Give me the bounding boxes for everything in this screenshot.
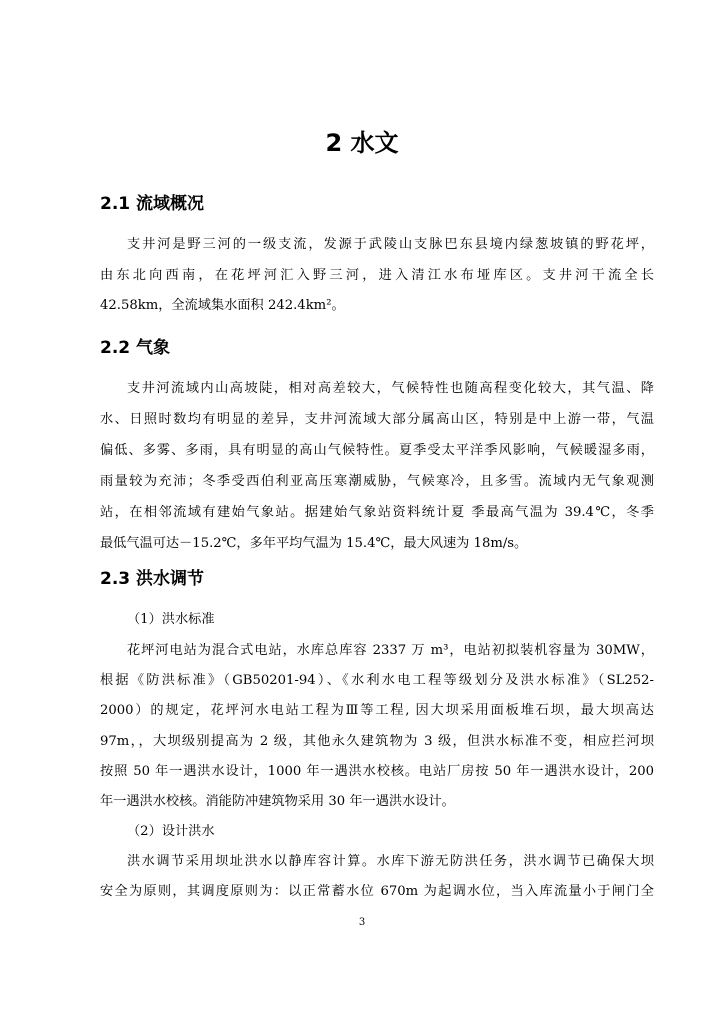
paragraph-line: 安全为原则，其调度原则为：以正常蓄水位 670m 为起调水位，当入库流量小于闸门全: [100, 884, 654, 899]
paragraph-line: 偏低、多雾、多雨，具有明显的高山气候特性。夏季受太平洋季风影响，气候暖湿多雨，: [100, 443, 654, 458]
paragraph-line: 按照 50 年一遇洪水设计，1000 年一遇洪水校核。电站厂房按 50 年一遇洪水设计，200: [100, 764, 654, 779]
paragraph-line: 支井河流域内山高坡陡，相对高差较大，气候特性也随高程变化较大，其气温、降: [127, 381, 654, 396]
paragraph-line: 雨量较为充沛；冬季受西伯利亚高压寒潮威胁，气候寒冷，且多雪。流域内无气象观测: [100, 474, 654, 489]
paragraph-line: 支井河是野三河的一级支流，发源于武陵山支脉巴东县境内绿葱坡镇的野花坪，: [127, 237, 654, 252]
paragraph-line: 最低气温可达－15.2℃，多年平均气温为 15.4℃，最大风速为 18m/s。: [100, 536, 528, 551]
paragraph-line: 花坪河电站为混合式电站，水库总库容 2337 万 m³，电站初拟装机容量为 30MW，: [127, 643, 654, 658]
paragraph-line: 42.58km，全流域集水面积 242.4km²。: [100, 298, 345, 313]
paragraph-line: 水、日照时数均有明显的差异，支井河流域大部分属高山区，特别是中上游一带，气温: [100, 412, 654, 427]
paragraph-line: 根据《防洪标准》（GB50201-94）、《水利水电工程等级划分及洪水标准》（SL252-: [100, 673, 654, 688]
paragraph-line: 97m，，大坝级别提高为 2 级，其他永久建筑物为 3 级，但洪水标准不变，相应拦河坝: [100, 734, 654, 749]
paragraph-line: 站，在相邻流域有建始气象站。据建始气象站资料统计夏 季最高气温为 39.4℃，冬季: [100, 505, 654, 520]
paragraph-line: 年一遇洪水校核。消能防冲建筑物采用 30 年一遇洪水设计。: [100, 794, 455, 809]
section-heading-2-1: 2.1 流域概况: [100, 194, 205, 214]
subsection-label: （2）设计洪水: [127, 824, 215, 839]
section-heading-2-2: 2.2 气象: [100, 338, 171, 358]
paragraph-line: 由东北向西南，在花坪河汇入野三河，进入清江水布垭库区。支井河干流全长: [100, 268, 654, 283]
page-number: 3: [358, 917, 366, 928]
section-heading-2-3: 2.3 洪水调节: [100, 569, 205, 589]
subsection-label: （1）洪水标准: [127, 612, 215, 627]
paragraph-line: 2000）的规定，花坪河水电站工程为Ⅲ等工程, 因大坝采用面板堆石坝，最大坝高达: [100, 703, 654, 718]
paragraph-line: 洪水调节采用坝址洪水以静库容计算。水库下游无防洪任务，洪水调节已确保大坝: [127, 854, 654, 869]
chapter-title: 2 水文: [325, 129, 399, 157]
